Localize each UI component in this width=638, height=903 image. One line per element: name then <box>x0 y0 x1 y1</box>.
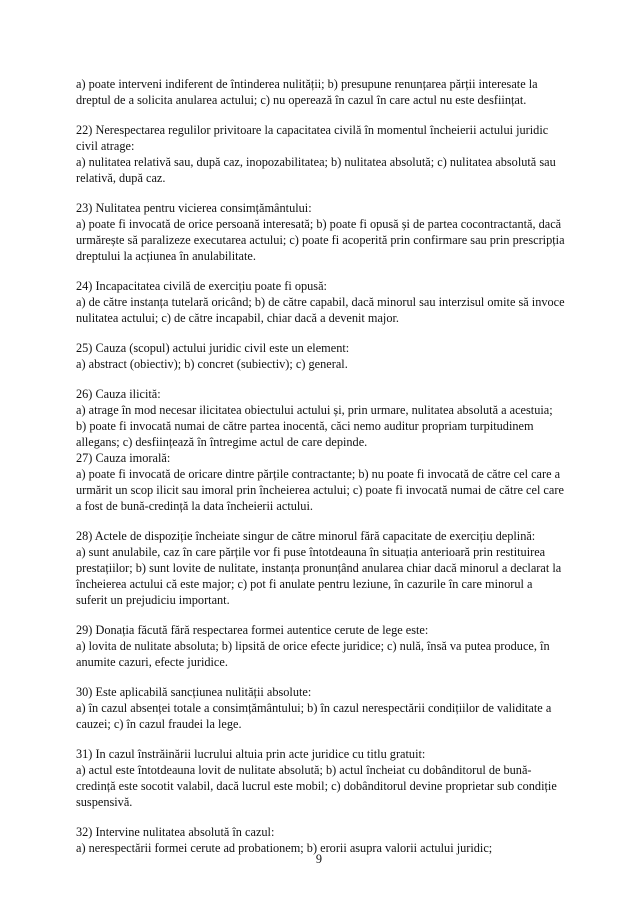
text-line: a) actul este întotdeauna lovit de nulitate absolută; b) actul încheiat cu dobânditorul de bună- <box>76 763 532 777</box>
text-line: suferit un prejudiciu important. <box>76 593 230 607</box>
text-line: 28) Actele de dispoziție încheiate singur de către minorul fără capacitate de exercițiu deplină: <box>76 529 536 543</box>
text-line: dreptul de a solicita anularea actului; c) nu operează în cazul în care actul nu este desființat. <box>76 93 527 107</box>
text-line: anumite cazuri, efecte juridice. <box>76 655 228 669</box>
text-line: 22) Nerespectarea regulilor privitoare la capacitatea civilă în momentul încheierii actului juridic <box>76 123 549 137</box>
text-line: a) nerespectării formei cerute ad probationem; b) erorii asupra valorii actului juridic; <box>76 841 493 855</box>
text-line: prestațiilor; b) sunt lovite de nulitate, instanța pronunțând anularea chiar dacă minorul a declarat la <box>76 561 562 575</box>
text-line: a) lovita de nulitate absoluta; b) lipsită de orice efecte juridice; c) nulă, însă va putea produce, în <box>76 639 550 653</box>
text-line: b) poate fi invocată numai de către partea inocentă, căci nemo auditur propriam turpitudinem <box>76 419 534 433</box>
text-line: urmărește să paralizeze executarea actului; c) poate fi acoperită prin confirmare sau prin prescripția <box>76 233 565 247</box>
text-line: dreptului la acțiunea în anulabilitate. <box>76 249 256 263</box>
text-line: 30) Este aplicabilă sancțiunea nulității absolute: <box>76 685 312 699</box>
text-line: 31) In cazul înstrăinării lucrului altuia prin acte juridice cu titlu gratuit: <box>76 747 426 761</box>
text-line: a) nulitatea relativă sau, după caz, inopozabilitatea; b) nulitatea absolută; c) nulitatea absolută sau <box>76 155 556 169</box>
text-line: 29) Donația făcută fără respectarea formei autentice cerute de lege este: <box>76 623 429 637</box>
text-line: cauzei; c) în cazul fraudei la lege. <box>76 717 242 731</box>
text-line: credință este socotit valabil, dacă lucrul este mobil; c) dobânditorul devine proprietar sub condiție <box>76 779 557 793</box>
paragraph <box>76 200 596 264</box>
text-line: încheierea actului că este major; c) pot fi anulate pentru leziune, în cazurile în care minorul a <box>76 577 533 591</box>
text-line: a fost de bună-credință la data încheierii actului. <box>76 499 313 513</box>
text-line: 26) Cauza ilicită: <box>76 387 161 401</box>
text-line: 23) Nulitatea pentru vicierea consimțământului: <box>76 201 312 215</box>
text-line: 27) Cauza imorală: <box>76 451 171 465</box>
text-line: 32) Intervine nulitatea absolută în cazul: <box>76 825 275 839</box>
text-line: a) poate interveni indiferent de întinderea nulității; b) presupune renunțarea părții interesate la <box>76 77 538 91</box>
text-line: a) abstract (obiectiv); b) concret (subiectiv); c) general. <box>76 357 348 371</box>
paragraph <box>76 450 596 514</box>
text-line: a) de către instanța tutelară oricând; b) de către capabil, dacă minorul sau interzisul omite să invoce <box>76 295 565 309</box>
text-line: civil atrage: <box>76 139 135 153</box>
paragraph <box>76 278 596 326</box>
text-line: suspensivă. <box>76 795 133 809</box>
text-line: a) poate fi invocată de orice persoană interesată; b) poate fi opusă și de partea cocontractantă, dacă <box>76 217 562 231</box>
text-line: relativă, după caz. <box>76 171 166 185</box>
text-line: a) atrage în mod necesar ilicitatea obiectului actului și, prin urmare, nulitatea absolută a acestuia; <box>76 403 553 417</box>
paragraph <box>76 386 596 450</box>
paragraph <box>76 340 596 372</box>
paragraph <box>76 684 596 732</box>
page-number: 9 <box>315 852 323 866</box>
paragraph <box>76 122 596 186</box>
text-line: 24) Incapacitatea civilă de exercițiu poate fi opusă: <box>76 279 327 293</box>
paragraph <box>76 528 596 608</box>
text-line: a) poate fi invocată de oricare dintre părțile contractante; b) nu poate fi invocată de către cel care a <box>76 467 561 481</box>
text-line: nulitatea actului; c) de către incapabil, chiar dacă a devenit major. <box>76 311 399 325</box>
text-line: a) în cazul absenței totale a consimțământului; b) în cazul nerespectării condițiilor de validitate a <box>76 701 552 715</box>
paragraph <box>76 746 596 810</box>
paragraph <box>76 76 596 108</box>
text-line: allegans; c) desființează în întregime actul de care depinde. <box>76 435 368 449</box>
paragraph <box>76 622 596 670</box>
text-line: a) sunt anulabile, caz în care părțile vor fi puse întotdeauna în situația anterioară prin restituirea <box>76 545 546 559</box>
text-line: 25) Cauza (scopul) actului juridic civil este un element: <box>76 341 350 355</box>
text-line: urmărit un scop ilicit sau imoral prin încheierea actului; c) poate fi invocată numai de către cel care <box>76 483 564 497</box>
document-page <box>76 76 596 870</box>
